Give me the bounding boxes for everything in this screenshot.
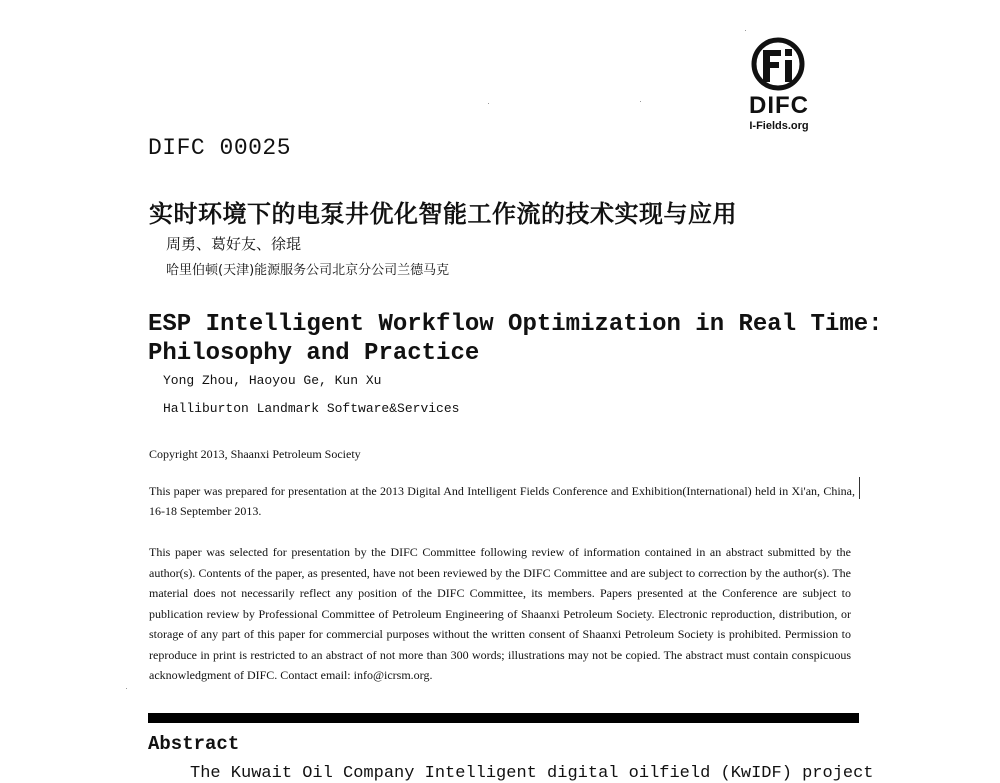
difc-logo [733,32,823,136]
abstract-heading: Abstract [148,733,240,755]
scan-speck [488,103,489,104]
english-authors: Yong Zhou, Haoyou Ge, Kun Xu [163,373,382,388]
english-title [148,310,883,368]
paper-id: DIFC 00025 [148,135,292,161]
difc-emblem-icon [733,32,823,96]
section-divider [148,713,859,723]
copyright-line: Copyright 2013, Shaanxi Petroleum Society [149,447,361,461]
logo-subtitle: I-Fields.org [749,120,809,132]
scan-speck [126,688,127,689]
english-title-line-2: Philosophy and Practice [148,340,480,367]
prepared-statement: This paper was prepared for presentation at the 2013 Digital And Intelligent Fields Conference and Exhibition(International) held in Xi'an, China, 16-18 September 2013. [149,484,855,518]
margin-mark [859,477,860,499]
chinese-title: 实时环境下的电泵井优化智能工作流的技术实现与应用 [149,200,737,228]
review-notice: This paper was selected for presentation by the DIFC Committee following review of information contained in an abstract submitted by the author(s). Contents of the paper, as presented, have not been reviewed by the DIFC Committee and are subject to correction by the author(s). The material does not necessarily reflect any position of the DIFC Committee, its members. Papers presented at the Conference are subject to publication review by Professional Committee of Petroleum Engineering of Shaanxi Petroleum Society. Electronic reproduction, distribution, or storage of any part of this paper for commercial purposes without the written consent of Shaanxi Petroleum Society is prohibited. Permission to reproduce in print is restricted to an abstract of not more than 300 words; illustrations may not be copied. The abstract must contain conspicuous acknowledgment of DIFC. Contact email: info@icrsm.org. [149,545,851,682]
logo-wordmark: DIFC [749,92,809,119]
english-affiliation: Halliburton Landmark Software&Services [163,401,460,416]
abstract-first-line: The Kuwait Oil Company Intelligent digital oilfield (KwIDF) project [190,764,874,783]
scan-speck [640,101,641,102]
chinese-authors: 周勇、葛好友、徐琨 [166,235,302,253]
chinese-affiliation: 哈里伯顿(天津)能源服务公司北京分公司兰德马克 [166,263,450,278]
english-title-line-1: ESP Intelligent Workflow Optimization in Real Time: [148,311,883,338]
scan-speck [745,30,746,31]
